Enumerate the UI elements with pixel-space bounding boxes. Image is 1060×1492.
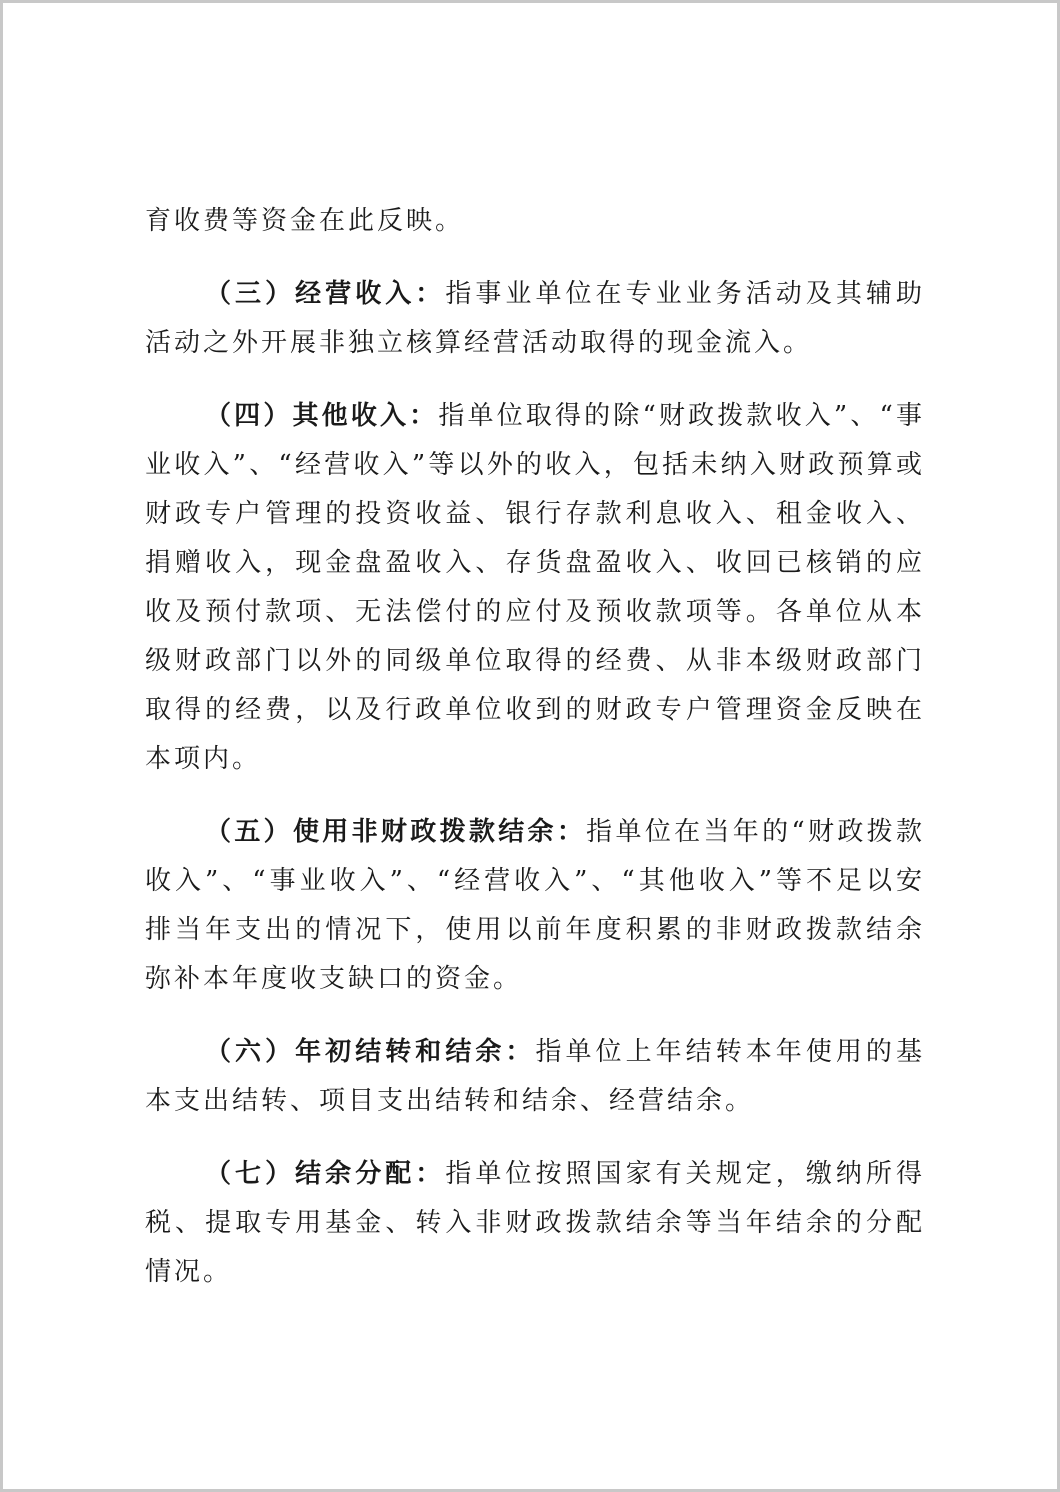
paragraph-text: 指单位按照国家有关规定，缴纳所得税、提取专用基金、转入非财政拨款结余等当年结余的分配情况。 (145, 1159, 925, 1287)
paragraph-text: 指单位在当年的“财政拨款收入”、“事业收入”、“经营收入”、“其他收入”等不足以安排当年支出的情况下，使用以前年度积累的非财政拨款结余弥补本年度收支缺口的资金。 (145, 817, 925, 994)
paragraph-text: 指单位上年结转本年使用的基本支出结转、项目支出结转和结余、经营结余。 (145, 1037, 925, 1116)
paragraph-continuation (145, 197, 925, 246)
paragraph-heading: （五）使用非财政拨款结余： (205, 817, 587, 847)
paragraph-text: 育收费等资金在此反映。 (145, 206, 465, 236)
paragraph-heading: （六）年初结转和结余： (205, 1037, 536, 1067)
paragraph-carryover (145, 1028, 925, 1126)
paragraph-heading: （四）其他收入： (205, 401, 439, 431)
paragraph-business-income (145, 270, 925, 368)
paragraph-heading: （三）经营收入： (205, 279, 446, 309)
document-body (145, 197, 925, 1297)
paragraph-text: 指单位取得的除“财政拨款收入”、“事业收入”、“经营收入”等以外的收入，包括未纳入财政预算或财政专户管理的投资收益、银行存款利息收入、租金收入、捐赠收入，现金盘盈收入、存货盘盈收入、收回已核销的应收及预付款项、无法偿付的应付及预收款项等。各单位从本级财政部门以外的同级单位取得的经费、从非本级财政部门取得的经费，以及行政单位收到的财政专户管理资金反映在本项内。 (145, 401, 925, 774)
paragraph-non-fiscal-balance (145, 808, 925, 1004)
paragraph-text: 指事业单位在专业业务活动及其辅助活动之外开展非独立核算经营活动取得的现金流入。 (145, 279, 925, 358)
paragraph-balance-distribution (145, 1150, 925, 1297)
paragraph-other-income (145, 392, 925, 784)
paragraph-heading: （七）结余分配： (205, 1159, 446, 1189)
